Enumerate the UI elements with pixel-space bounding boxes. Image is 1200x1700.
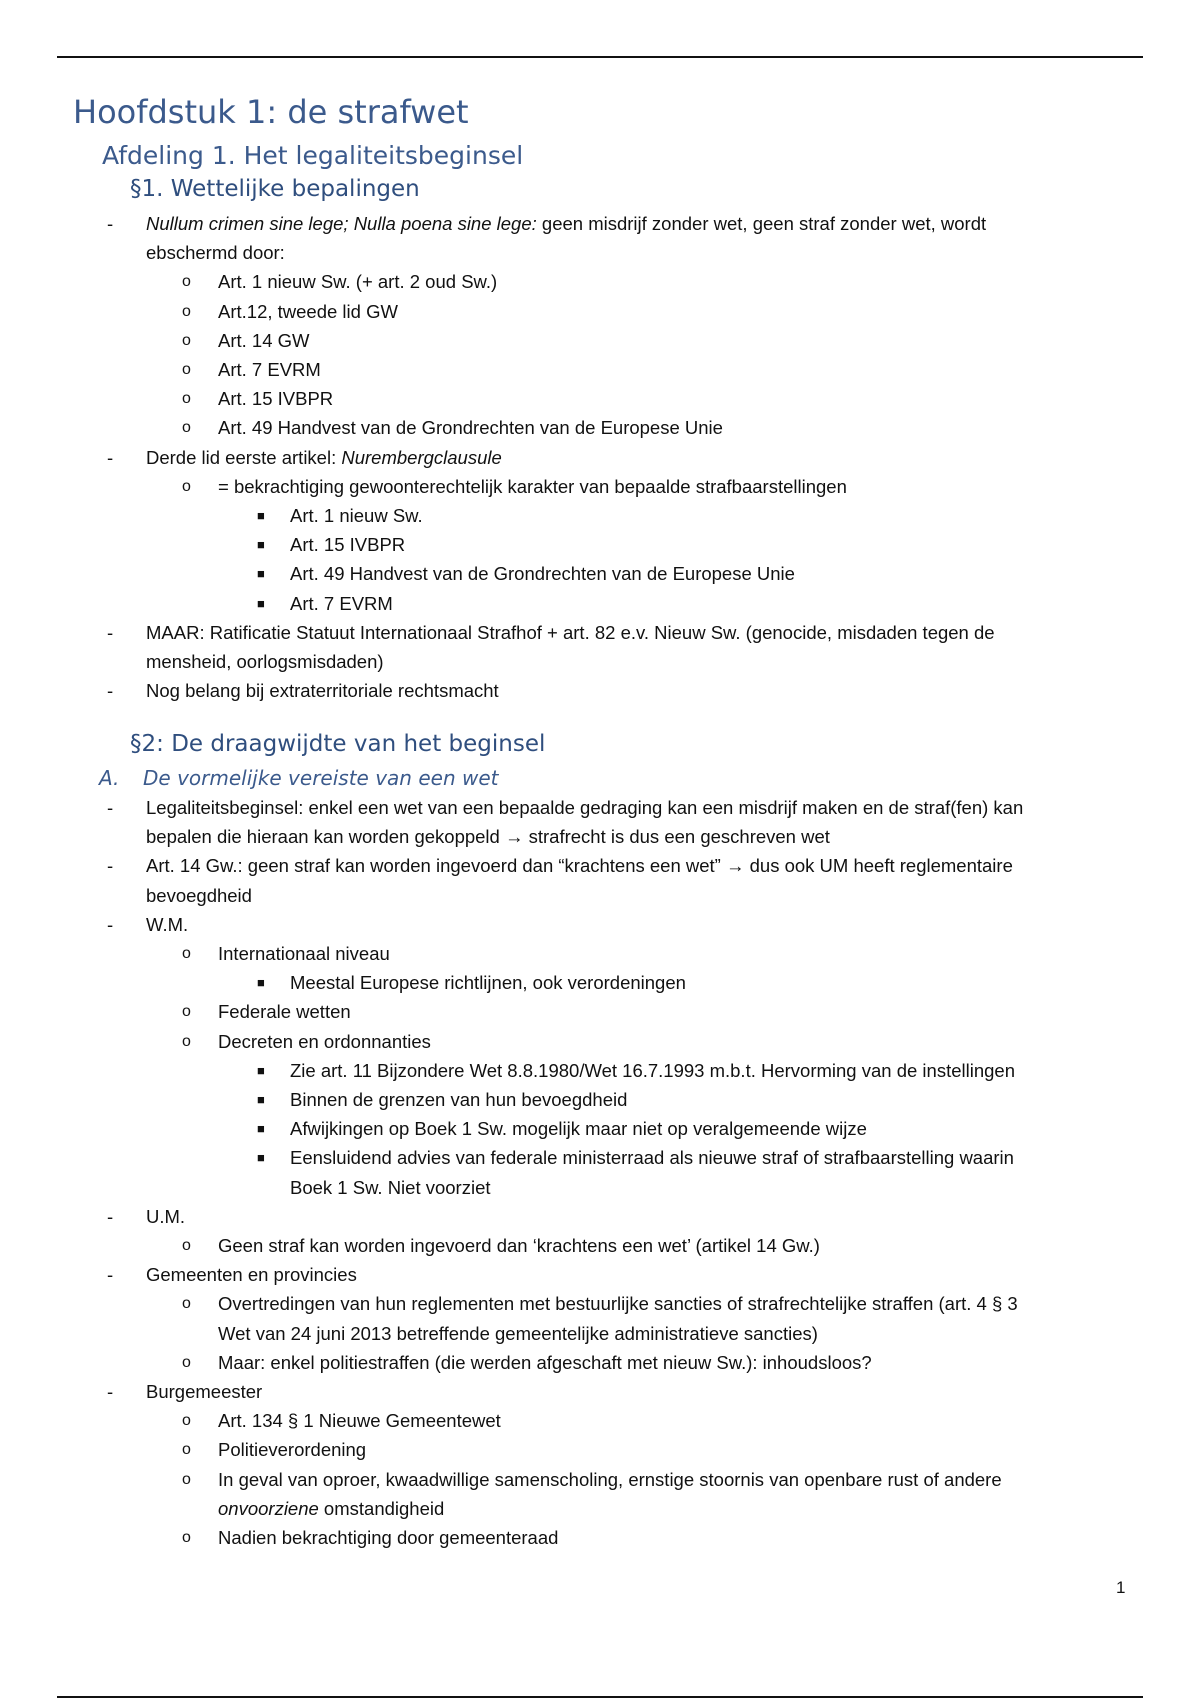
list-item: - U.M.	[107, 1205, 186, 1227]
list-item: o Maar: enkel politiestraffen (die werden afgeschaft met nieuw Sw.): inhoudsloos?	[182, 1351, 872, 1373]
subsection-1-heading: §1. Wettelijke bepalingen	[130, 176, 420, 202]
list-item: o Overtredingen van hun reglementen met bestuurlijke sancties of strafrechtelijke straffen (art. 4 § 3	[182, 1293, 1018, 1315]
list-item: o Politieverordening	[182, 1439, 367, 1461]
latin-maxim: Nullum crimen sine lege; Nulla poena sine lege:	[146, 213, 537, 234]
list-item: o Art. 7 EVRM	[182, 359, 321, 381]
subsection-2-heading: §2: De draagwijdte van het beginsel	[130, 731, 546, 757]
subsection-1-body	[0, 209, 1200, 705]
list-item: o Internationaal niveau	[182, 943, 390, 965]
list-item: ■ Meestal Europese richtlijnen, ook verordeningen	[257, 972, 686, 994]
list-item-continuation: bepalen die hieraan kan worden gekoppeld → strafrecht is dus een geschreven wet	[146, 826, 830, 848]
list-item-continuation: onvoorziene omstandigheid	[218, 1497, 445, 1519]
list-item: o Federale wetten	[182, 1001, 351, 1023]
subsection-a-heading: A. De vormelijke vereiste van een wet	[99, 766, 499, 790]
list-item: - Derde lid eerste artikel: Nurembergclausule	[107, 446, 502, 468]
page-number: 1	[1116, 1578, 1126, 1597]
list-item-continuation: ebschermd door:	[146, 242, 285, 264]
list-item: o Art. 49 Handvest van de Grondrechten van de Europese Unie	[182, 417, 723, 439]
list-item: o Art. 15 IVBPR	[182, 388, 334, 410]
list-item: - Nullum crimen sine lege; Nulla poena sine lege: geen misdrijf zonder wet, geen straf zonder wet, wordt	[0, 209, 1200, 238]
list-item: o Art. 1 nieuw Sw. (+ art. 2 oud Sw.)	[182, 271, 498, 293]
list-item: ■ Afwijkingen op Boek 1 Sw. mogelijk maar niet op veralgemeende wijze	[257, 1118, 867, 1140]
list-item: - Burgemeester	[107, 1381, 263, 1403]
list-item: o = bekrachtiging gewoonterechtelijk karakter van bepaalde strafbaarstellingen	[182, 475, 847, 497]
list-item: ■ Eensluidend advies van federale ministerraad als nieuwe straf of strafbaarstelling waarin	[257, 1147, 1014, 1169]
chapter-heading: Hoofdstuk 1: de strafwet	[73, 93, 469, 131]
list-item: o Art.12, tweede lid GW	[182, 300, 398, 322]
list-item: - W.M.	[107, 913, 189, 935]
dash-marker: -	[107, 213, 114, 234]
list-item: - MAAR: Ratificatie Statuut Internationaal Strafhof + art. 82 e.v. Nieuw Sw. (genocide, misdaden tegen de	[107, 621, 995, 643]
list-item: ■ Zie art. 11 Bijzondere Wet 8.8.1980/Wet 16.7.1993 m.b.t. Hervorming van de instellingen	[257, 1059, 1015, 1081]
list-item: o Nadien bekrachtiging door gemeenteraad	[182, 1527, 559, 1549]
list-item: - Gemeenten en provincies	[107, 1264, 357, 1286]
list-item: ■ Art. 15 IVBPR	[257, 534, 406, 556]
list-item-continuation: Boek 1 Sw. Niet voorziet	[290, 1176, 491, 1198]
subsection-2-body	[0, 793, 1200, 1552]
top-rule	[57, 56, 1143, 58]
list-item: o Decreten en ordonnanties	[182, 1030, 431, 1052]
list-item-continuation: bevoegdheid	[146, 884, 252, 906]
section-heading: Afdeling 1. Het legaliteitsbeginsel	[102, 141, 524, 170]
list-item: ■ Art. 7 EVRM	[257, 592, 393, 614]
list-item: o Geen straf kan worden ingevoerd dan ‘krachtens een wet’ (artikel 14 Gw.)	[182, 1235, 820, 1257]
list-item-continuation: Wet van 24 juni 2013 betreffende gemeentelijke administratieve sancties)	[218, 1322, 818, 1344]
list-item: - Art. 14 Gw.: geen straf kan worden ingevoerd dan “krachtens een wet” → dus ook UM heeft reglementaire	[107, 855, 1013, 877]
list-item: o In geval van oproer, kwaadwillige samenscholing, ernstige stoornis van openbare rust of andere	[182, 1468, 1002, 1490]
bottom-rule	[57, 1696, 1143, 1698]
list-item: o Art. 14 GW	[182, 329, 310, 351]
list-item-continuation: mensheid, oorlogsmisdaden)	[146, 651, 384, 673]
list-item: ■ Art. 49 Handvest van de Grondrechten van de Europese Unie	[257, 563, 795, 585]
list-item: ■ Art. 1 nieuw Sw.	[257, 505, 423, 527]
list-item: o Art. 134 § 1 Nieuwe Gemeentewet	[182, 1410, 501, 1432]
list-item: - Legaliteitsbeginsel: enkel een wet van een bepaalde gedraging kan een misdrijf maken en de straf(fen) kan	[107, 797, 1024, 818]
list-item: - Nog belang bij extraterritoriale rechtsmacht	[107, 680, 499, 702]
list-item: ■ Binnen de grenzen van hun bevoegdheid	[257, 1089, 628, 1111]
